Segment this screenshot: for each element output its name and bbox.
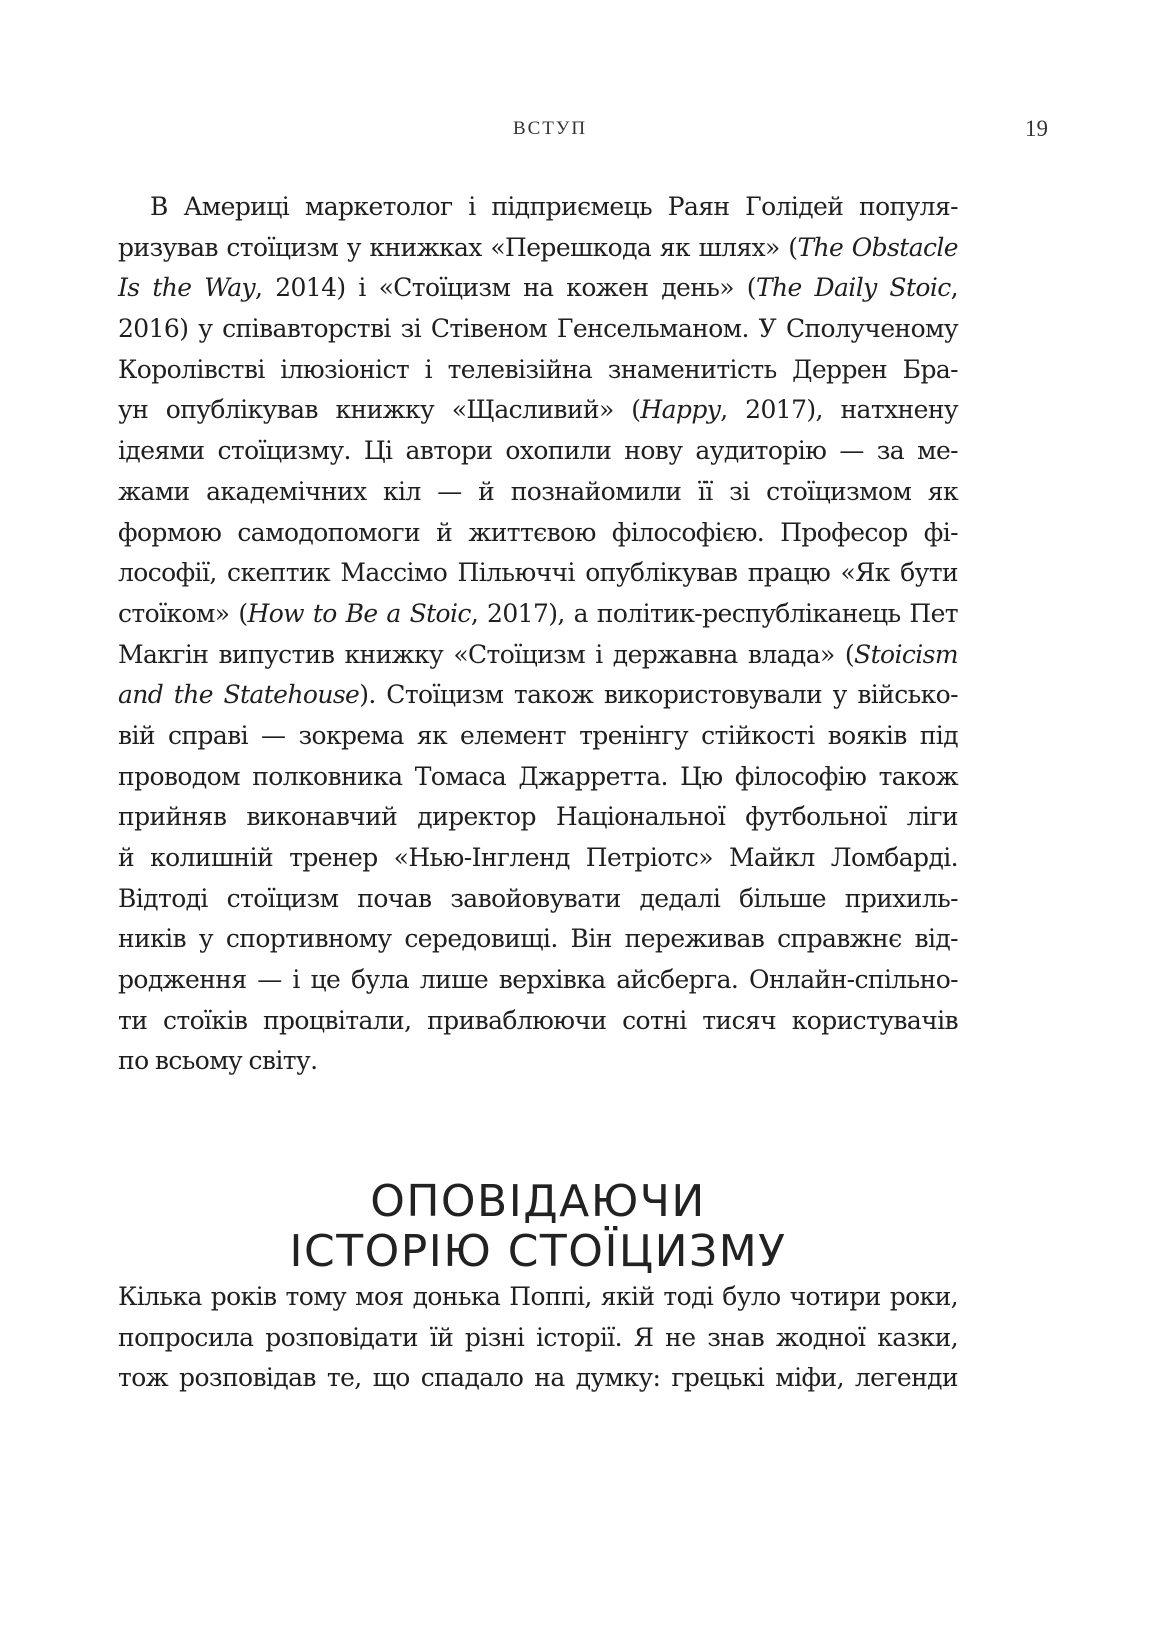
text-line bbox=[118, 797, 958, 838]
text-run: , 2014) і «Стоїцизм на кожен день» ( bbox=[255, 273, 756, 303]
text-line bbox=[118, 919, 958, 960]
text-line bbox=[118, 1358, 958, 1399]
chapter-heading-line-2: ІСТОРІЮ СТОЇЦИЗМУ bbox=[289, 1225, 787, 1277]
text-line bbox=[118, 390, 958, 431]
italic-title: The Obstacle bbox=[797, 232, 958, 262]
text-run: 2016) у співавторстві зі Стівеном Генсельманом. У Сполученому bbox=[118, 314, 958, 344]
text-run: Відтоді стоїцизм почав завойовувати дедалі більше прихиль- bbox=[118, 883, 958, 913]
section-title: ВСТУП bbox=[512, 118, 588, 139]
running-head bbox=[0, 118, 1166, 148]
text-line bbox=[118, 594, 958, 635]
text-line bbox=[118, 675, 958, 716]
text-line bbox=[118, 350, 958, 391]
text-line bbox=[118, 228, 958, 269]
text-run: ). Стоїцизм також використовували у військо- bbox=[359, 680, 958, 710]
text-run: , bbox=[950, 273, 959, 303]
text-run: проводом полковника Томаса Джарретта. Цю філософію також bbox=[118, 761, 958, 791]
text-run: , 2017), а політик-республіканець Пет bbox=[470, 598, 958, 628]
text-line bbox=[118, 1277, 958, 1318]
italic-title: Is the Way bbox=[118, 273, 256, 303]
text-run: ун опублікував книжку «Щасливий» ( bbox=[118, 395, 641, 425]
text-line bbox=[118, 716, 958, 757]
page-number: 19 bbox=[1025, 116, 1048, 141]
body-paragraph-2 bbox=[118, 1277, 958, 1399]
body-paragraph-1 bbox=[118, 187, 958, 1082]
text-run: , 2017), натхнену bbox=[720, 395, 958, 425]
text-line bbox=[118, 309, 958, 350]
text-run: Кілька років тому моя донька Поппі, якій тоді було чотири роки, bbox=[118, 1282, 958, 1311]
text-line bbox=[118, 838, 958, 879]
text-run: В Америці маркетолог і підприємець Раян Голідей популя- bbox=[150, 192, 958, 221]
chapter-heading-line-1: ОПОВІДАЮЧИ bbox=[370, 1175, 706, 1227]
text-run: по всьому світу. bbox=[118, 1046, 318, 1076]
text-line bbox=[118, 1041, 958, 1082]
text-run: родження — і це була лише верхівка айсберга. Онлайн-спільно- bbox=[118, 965, 958, 995]
text-run: стоїком» ( bbox=[118, 598, 248, 628]
chapter-heading bbox=[118, 1177, 958, 1277]
text-run: попросила розповідати їй різні історії. Я не знав жодної казки, bbox=[118, 1322, 958, 1352]
text-line bbox=[118, 472, 958, 513]
text-line bbox=[118, 879, 958, 920]
text-line bbox=[118, 1318, 958, 1359]
italic-title: Happy bbox=[640, 395, 721, 425]
text-run: ників у спортивному середовищі. Він переживав справжнє від- bbox=[118, 924, 958, 954]
text-run: жами академічних кіл — й познайомили її зі стоїцизмом як bbox=[118, 476, 958, 506]
text-run: ризував стоїцизм у книжках «Перешкода як шлях» ( bbox=[118, 232, 798, 262]
text-run: ти стоїків процвітали, приваблюючи сотні тисяч користувачів bbox=[118, 1005, 958, 1035]
text-line bbox=[118, 1001, 958, 1042]
text-line bbox=[118, 553, 958, 594]
italic-title: The Daily Stoic bbox=[755, 273, 951, 303]
text-line bbox=[118, 513, 958, 554]
text-run: Королівстві ілюзіоніст і телевізійна знаменитість Деррен Бра- bbox=[118, 354, 958, 384]
text-run: прийняв виконавчий директор Національної футбольної ліги bbox=[118, 802, 958, 832]
italic-title: and the Statehouse bbox=[118, 680, 360, 710]
text-line bbox=[118, 268, 958, 309]
text-run: тож розповідав те, що спадало на думку: грецькі міфи, легенди bbox=[118, 1363, 958, 1393]
italic-title: Stoicism bbox=[854, 639, 958, 669]
text-line bbox=[118, 960, 958, 1001]
text-run: Макгін випустив книжку «Стоїцизм і державна влада» ( bbox=[118, 639, 855, 669]
text-run: формою самодопомоги й життєвою філософією. Професор фі- bbox=[118, 517, 958, 547]
text-line bbox=[118, 635, 958, 676]
text-run: лософії, скептик Массімо Пільюччі опублікував працю «Як бути bbox=[118, 558, 958, 588]
text-run: й колишній тренер «Нью-Інгленд Петріотс» Майкл Ломбарді. bbox=[118, 843, 958, 872]
text-run: ідеями стоїцизму. Ці автори охопили нову аудиторію — за ме- bbox=[118, 436, 958, 466]
text-run: вій справі — зокрема як елемент тренінгу стійкості вояків під bbox=[118, 720, 958, 750]
text-line bbox=[118, 431, 958, 472]
text-line bbox=[118, 757, 958, 798]
italic-title: How to Be a Stoic bbox=[247, 598, 471, 628]
text-line bbox=[118, 187, 958, 228]
